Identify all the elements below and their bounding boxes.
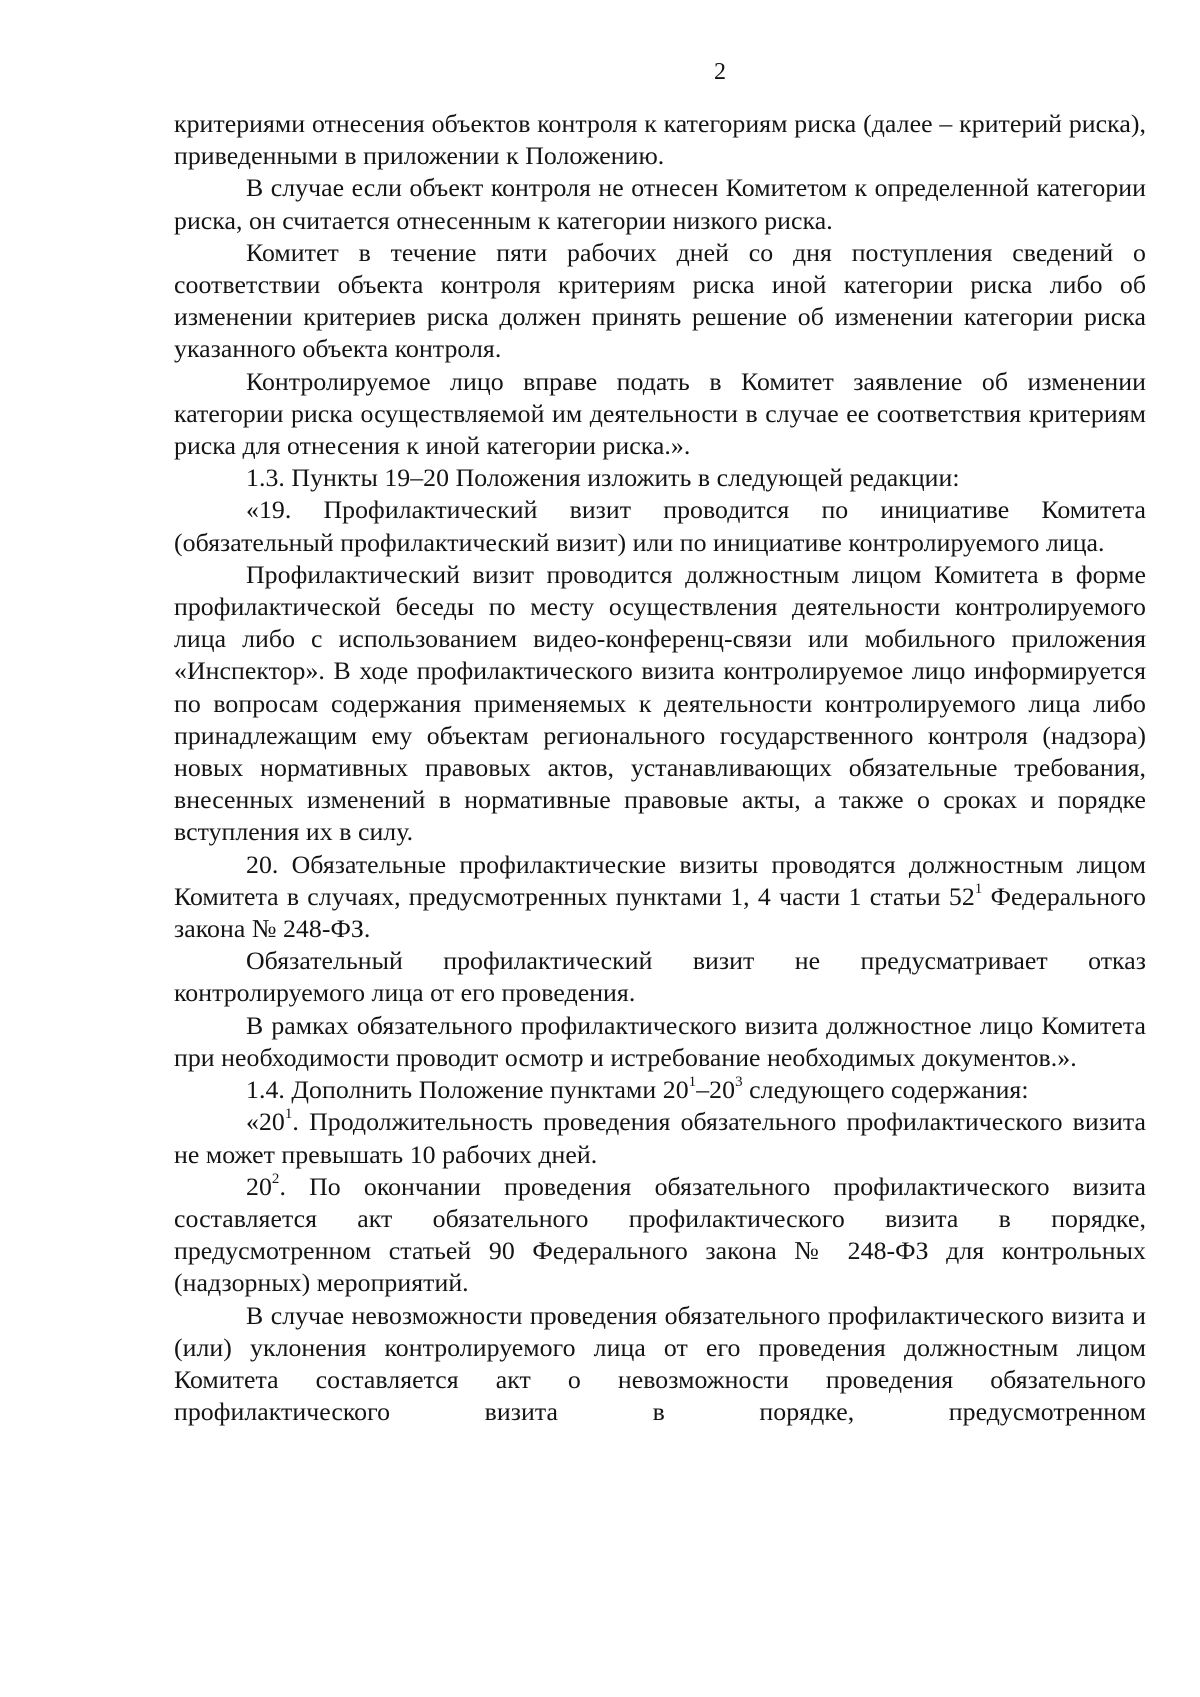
paragraph: Комитет в течение пяти рабочих дней со дня поступления сведений о соответствии объекта контроля критериям риска иной категории риска либо об изменении критериев риска должен принять решение об изменении категории риска указанного объекта контроля. [174, 237, 1146, 364]
paragraph-section-1-4 [174, 1074, 1146, 1106]
paragraph-item-20 [174, 849, 1146, 946]
paragraph-text: –20 [696, 1075, 736, 1105]
paragraph-item-20-2 [174, 1171, 1146, 1300]
paragraph-text: . Продолжительность проведения обязательного профилактического визита не может превышать 10 рабочих дней. [174, 1107, 1146, 1169]
paragraph: В случае невозможности проведения обязательного профилактического визита и (или) уклонения контролируемого лица от его проведения должностным лицом Комитета составляется акт о невозможности проведения обязательного профилактического визита в порядке, предусмотренном [174, 1300, 1146, 1427]
paragraph: Обязательный профилактический визит не предусматривает отказ контролируемого лица от его проведения. [174, 946, 1146, 1008]
paragraph: В случае если объект контроля не отнесен Комитетом к определенной категории риска, он считается отнесенным к категории низкого риска. [174, 173, 1146, 235]
superscript: 1 [974, 881, 983, 898]
paragraph-text: «20 [246, 1107, 285, 1137]
paragraph-text: 1.4. Дополнить Положение пунктами 20 [246, 1075, 689, 1105]
superscript: 2 [271, 1170, 280, 1187]
paragraph: Профилактический визит проводится должностным лицом Комитета в форме профилактической беседы по месту осуществления деятельности контролируемого лица либо с использованием видео-конференц-связи или мобильного приложения «Инспектор». В ходе профилактического визита контролируемое лицо информируется по вопросам содержания применяемых к деятельности контролируемого лица либо принадлежащим ему объектам регионального государственного контроля (надзора) новых нормативных правовых актов, устанавливающих обязательные требования, внесенных изменений в нормативные правовые акты, а также о сроках и порядке вступления их в силу. [174, 559, 1146, 847]
paragraph-item-20-1 [174, 1106, 1146, 1170]
paragraph-text: . По окончании проведения обязательного профилактического визита составляется акт обязательного профилактического визита в порядке, предусмотренном статьей 90 Федерального закона № 248-ФЗ для контрольных (надзорных) мероприятий. [174, 1171, 1146, 1298]
paragraph: Контролируемое лицо вправе подать в Комитет заявление об изменении категории риска осуществляемой им деятельности в случае ее соответствия критериям риска для отнесения к иной категории риска.». [174, 366, 1146, 461]
paragraph-text: Федерального закона № 248-ФЗ. [174, 881, 1146, 944]
paragraph-text: 20. Обязательные профилактические визиты проводятся должностным лицом Комитета в случаях, предусмотренных пунктами 1, 4 части 1 статьи 52 [174, 849, 1146, 911]
paragraph: 1.3. Пункты 19–20 Положения изложить в следующей редакции: [246, 463, 960, 493]
page-number: 2 [714, 59, 726, 85]
paragraph-text: 20 [246, 1171, 272, 1201]
paragraph-text: следующего содержания: [742, 1075, 1029, 1105]
paragraph: В рамках обязательного профилактического визита должностное лицо Комитета при необходимости проводит осмотр и истребование необходимых документов.». [174, 1010, 1146, 1072]
document-body [174, 108, 1146, 1428]
paragraph: критериями отнесения объектов контроля к категориям риска (далее – критерий риска), приведенными в приложении к Положению. [174, 109, 1146, 171]
paragraph: «19. Профилактический визит проводится по инициативе Комитета (обязательный профилактический визит) или по инициативе контролируемого лица. [174, 495, 1146, 557]
superscript: 1 [284, 1106, 293, 1123]
superscript: 3 [735, 1074, 743, 1091]
superscript: 1 [688, 1074, 697, 1091]
